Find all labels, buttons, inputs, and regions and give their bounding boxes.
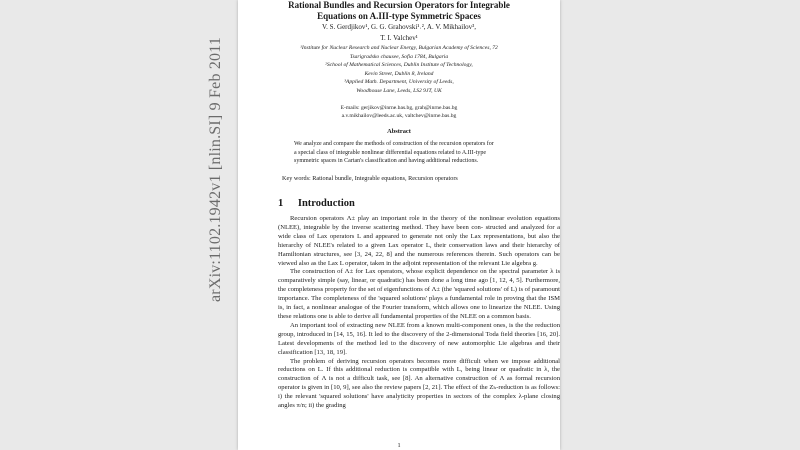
paragraph	[278, 268, 560, 321]
text-line: [3, 24, 22, 8] and the numerous references therein. Such operators can be viewed also as	[278, 250, 560, 267]
affiliation-line: ²School of Mathematical Sciences, Dublin Institute of Technology,	[325, 62, 473, 69]
arxiv-stamp: arXiv:1102.1942v1 [nlin.SI] 9 Feb 2011	[207, 36, 224, 302]
affiliation-line: ³Applied Math. Department, University of Leeds,	[344, 79, 454, 86]
text-line: The construction of Λ± for Lax operators, whose explicit dependence on the spectral	[290, 268, 522, 276]
paragraph	[278, 358, 560, 411]
abstract-line: symmetric spaces in Cartan's classification and having additional reductions.	[294, 158, 479, 165]
text-line: the Lax L operator, taken in the adjoint representation of the relevant Lie algebra g.	[318, 259, 538, 267]
text-line: Recursion operators Λ± play an important role in the theory of the nonlinear evolution	[290, 215, 535, 222]
affiliations	[238, 44, 560, 96]
pdf-page	[238, 0, 560, 450]
text-line: only the Lax representations, but also the hierarchy of NLEE's related to a given Lax	[278, 232, 560, 249]
text-line: or quadratic in λ, the construction of Λ is not a difficult task, see [8]. An alternative	[278, 366, 560, 383]
email-line: E-mails: gerjikov@inrne.bas.bg, grah@inrne.bas.bg	[340, 105, 458, 111]
author-line: V. S. Gerdjikov¹, G. G. Grahovski¹˒², A. V. Mikhailov³,	[321, 23, 477, 31]
text-line: Toda field theories [16, 20]. Latest developments of the method led to the discovery of	[278, 330, 560, 347]
title-line: Rational Bundles and Recursion Operators for Integrable	[288, 0, 510, 10]
author-line: T. I. Valchev¹	[380, 34, 418, 42]
abstract-line: We analyze and compare the methods of construction of the recursion operators for	[294, 141, 494, 147]
page-number: 1	[397, 442, 401, 449]
text-line: ago [1, 12, 4, 5]. Furthermore, the completeness property for the set of eigenfunctions of	[278, 277, 560, 294]
text-line: analogue of the Fourier transform, which allows one to linearize the NLEE. Using these	[278, 304, 560, 320]
email-line: a.v.mikhailov@leeds.ac.uk, valtchev@inrne.bas.bg	[341, 113, 457, 119]
title-line: Equations on A.III-type Symmetric Spaces	[317, 11, 481, 21]
affiliation-line: Tsarigradsko chausee, Sofia 1784, Bulgaria	[349, 53, 449, 60]
body-text	[278, 215, 560, 411]
section-number: 1	[278, 198, 284, 209]
abstract-heading: Abstract	[387, 128, 411, 135]
section-heading	[278, 198, 355, 209]
text-line: equations (NLEE), integrable by the inverse scattering method. They have been con-	[278, 215, 560, 231]
paragraph	[278, 322, 560, 358]
text-line: additional reductions on L. If this additional reduction is compatible with L, being linear	[278, 357, 560, 374]
section-title: Introduction	[297, 198, 355, 209]
text-line: [2, 21]. The effect of the Zₕ-reduction is as follows: i) the relevant 'squared solutions' have	[278, 384, 560, 401]
text-line: construction of Λ as formal recursion operator is given in [10, 9], see also the review papers	[278, 375, 560, 392]
email-block	[238, 104, 560, 120]
text-line: 'squared solutions' plays a fundamental role in proving that the ISM is, in fact, a nonlinear	[278, 295, 560, 312]
abstract-text	[294, 140, 512, 166]
paper-title	[238, 0, 560, 22]
text-line: operator L, their conservation laws and their hierarchy of Hamiltonian structures, see	[278, 241, 560, 258]
text-line: An important tool of extracting new NLEE from a known multi-component ones, is the	[290, 321, 526, 329]
text-line: structed and analyzed for a wide class of Lax operators L and appeared to generate not	[278, 223, 560, 240]
keywords: Key words: Rational bundle, Integrable equations, Recursion operators	[282, 175, 458, 182]
abstract-line: a special class of integrable nonlinear differential equations related to A.III-type	[294, 149, 486, 156]
text-line: new automorphic Lie algebras and their classification [13, 18, 19].	[278, 339, 560, 356]
affiliation-line: ¹Institute for Nuclear Research and Nuclear Energy, Bulgarian Academy of Sciences, 72	[300, 45, 498, 51]
text-line: the reduction group, introduced in [14, 15, 16]. It led to the discovery of the 2-dimensional	[278, 321, 560, 338]
text-line: analyticity properties in sectors of the complex λ-plane closing angles π/n; ii) the grading	[278, 393, 560, 410]
text-line: Λ± (the 'squared solutions' of L) is of paramount importance. The completeness of the	[278, 286, 560, 303]
paragraph	[278, 215, 560, 268]
author-list	[238, 22, 560, 44]
text-line: parameter λ is comparatively simple (say, linear, or quadratic) has been done a long time	[278, 268, 560, 285]
text-line: The problem of deriving recursion operators becomes more difficult when we impose	[290, 357, 534, 365]
affiliation-line: Woodhouse Lane, Leeds, LS2 9JT, UK	[356, 87, 442, 94]
affiliation-line: Kevin Street, Dublin 8, Ireland	[364, 70, 434, 77]
text-line: relations one is able to derive all fundamental properties of the NLEE on a common basis.	[293, 312, 531, 320]
